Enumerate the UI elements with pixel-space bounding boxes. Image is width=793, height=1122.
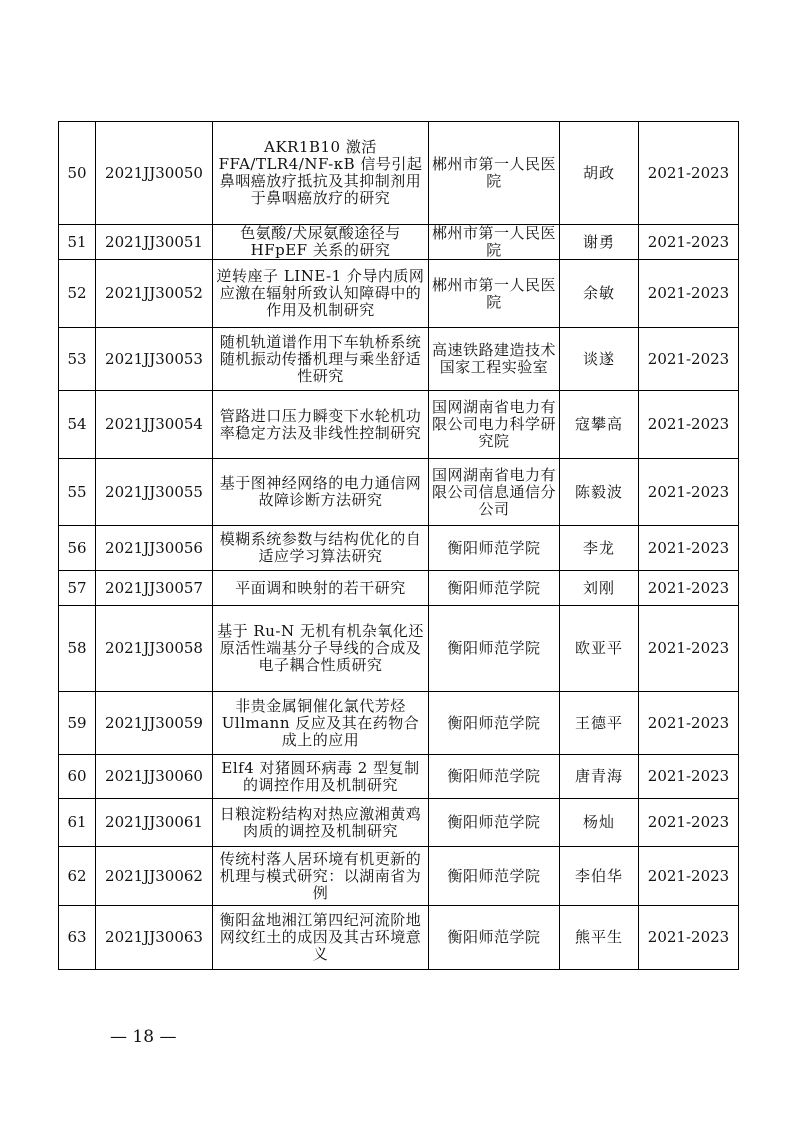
host-unit: 高速铁路建造技术国家工程实验室 (429, 328, 560, 391)
project-title: 色氨酸/犬尿氨酸途径与HFpEF 关系的研究 (213, 225, 429, 260)
table-row (59, 906, 739, 970)
table-row (59, 260, 739, 328)
project-id: 2021JJ30052 (96, 260, 213, 328)
project-period: 2021-2023 (639, 606, 739, 692)
project-leader: 谢勇 (560, 225, 639, 260)
project-leader: 李龙 (560, 526, 639, 571)
host-unit: 衡阳师范学院 (429, 755, 560, 799)
project-id: 2021JJ30050 (96, 122, 213, 225)
project-title: Elf4 对猪圆环病毒 2 型复制的调控作用及机制研究 (213, 755, 429, 799)
row-number: 59 (59, 692, 96, 755)
row-number: 54 (59, 391, 96, 459)
table-row (59, 328, 739, 391)
row-number: 62 (59, 847, 96, 906)
project-title: 基于图神经网络的电力通信网故障诊断方法研究 (213, 459, 429, 526)
project-period: 2021-2023 (639, 526, 739, 571)
project-leader: 胡政 (560, 122, 639, 225)
project-leader: 熊平生 (560, 906, 639, 970)
project-leader: 欧亚平 (560, 606, 639, 692)
project-period: 2021-2023 (639, 847, 739, 906)
project-title: 管路进口压力瞬变下水轮机功率稳定方法及非线性控制研究 (213, 391, 429, 459)
table-row (59, 571, 739, 606)
host-unit: 衡阳师范学院 (429, 799, 560, 847)
project-title: 基于 Ru-N 无机有机杂氧化还原活性端基分子导线的合成及电子耦合性质研究 (213, 606, 429, 692)
host-unit: 衡阳师范学院 (429, 526, 560, 571)
table-row (59, 459, 739, 526)
project-title: 随机轨道谱作用下车轨桥系统随机振动传播机理与乘坐舒适性研究 (213, 328, 429, 391)
host-unit: 衡阳师范学院 (429, 571, 560, 606)
table-row (59, 391, 739, 459)
host-unit: 国网湖南省电力有限公司信息通信分公司 (429, 459, 560, 526)
table-row (59, 606, 739, 692)
project-period: 2021-2023 (639, 799, 739, 847)
project-period: 2021-2023 (639, 692, 739, 755)
project-id: 2021JJ30058 (96, 606, 213, 692)
project-leader: 李伯华 (560, 847, 639, 906)
row-number: 61 (59, 799, 96, 847)
project-leader: 陈毅波 (560, 459, 639, 526)
project-id: 2021JJ30062 (96, 847, 213, 906)
project-period: 2021-2023 (639, 906, 739, 970)
host-unit: 衡阳师范学院 (429, 847, 560, 906)
project-title: 日粮淀粉结构对热应激湘黄鸡肉质的调控及机制研究 (213, 799, 429, 847)
project-leader: 寇攀高 (560, 391, 639, 459)
project-leader: 刘刚 (560, 571, 639, 606)
project-id: 2021JJ30060 (96, 755, 213, 799)
row-number: 55 (59, 459, 96, 526)
project-id: 2021JJ30056 (96, 526, 213, 571)
project-id: 2021JJ30061 (96, 799, 213, 847)
table-row (59, 847, 739, 906)
page-number: — 18 — (110, 1027, 177, 1047)
project-period: 2021-2023 (639, 225, 739, 260)
row-number: 63 (59, 906, 96, 970)
project-table (58, 121, 739, 970)
project-title: 非贵金属铜催化氯代芳烃 Ullmann 反应及其在药物合成上的应用 (213, 692, 429, 755)
row-number: 57 (59, 571, 96, 606)
project-leader: 杨灿 (560, 799, 639, 847)
table-row (59, 755, 739, 799)
table-row (59, 692, 739, 755)
project-title: 平面调和映射的若干研究 (213, 571, 429, 606)
host-unit: 郴州市第一人民医院 (429, 260, 560, 328)
project-title: 模糊系统参数与结构优化的自适应学习算法研究 (213, 526, 429, 571)
project-id: 2021JJ30059 (96, 692, 213, 755)
project-title: AKR1B10 激活FFA/TLR4/NF-κB 信号引起鼻咽癌放疗抵抗及其抑制剂用于鼻咽癌放疗的研究 (213, 122, 429, 225)
project-title: 传统村落人居环境有机更新的机理与模式研究：以湖南省为例 (213, 847, 429, 906)
host-unit: 衡阳师范学院 (429, 606, 560, 692)
host-unit: 郴州市第一人民医院 (429, 225, 560, 260)
row-number: 53 (59, 328, 96, 391)
project-table-body (59, 122, 739, 970)
table-row (59, 122, 739, 225)
project-leader: 谈遂 (560, 328, 639, 391)
table-row (59, 799, 739, 847)
project-period: 2021-2023 (639, 391, 739, 459)
row-number: 60 (59, 755, 96, 799)
host-unit: 衡阳师范学院 (429, 906, 560, 970)
project-id: 2021JJ30051 (96, 225, 213, 260)
host-unit: 衡阳师范学院 (429, 692, 560, 755)
project-leader: 王德平 (560, 692, 639, 755)
row-number: 50 (59, 122, 96, 225)
host-unit: 国网湖南省电力有限公司电力科学研究院 (429, 391, 560, 459)
project-leader: 唐青海 (560, 755, 639, 799)
project-title: 逆转座子 LINE-1 介导内质网应激在辐射所致认知障碍中的作用及机制研究 (213, 260, 429, 328)
host-unit: 郴州市第一人民医院 (429, 122, 560, 225)
row-number: 58 (59, 606, 96, 692)
project-id: 2021JJ30055 (96, 459, 213, 526)
table-row (59, 225, 739, 260)
project-period: 2021-2023 (639, 459, 739, 526)
row-number: 52 (59, 260, 96, 328)
project-period: 2021-2023 (639, 755, 739, 799)
project-period: 2021-2023 (639, 260, 739, 328)
project-period: 2021-2023 (639, 571, 739, 606)
project-title: 衡阳盆地湘江第四纪河流阶地网纹红土的成因及其古环境意义 (213, 906, 429, 970)
project-period: 2021-2023 (639, 122, 739, 225)
project-id: 2021JJ30054 (96, 391, 213, 459)
table-row (59, 526, 739, 571)
row-number: 51 (59, 225, 96, 260)
project-period: 2021-2023 (639, 328, 739, 391)
project-id: 2021JJ30053 (96, 328, 213, 391)
project-id: 2021JJ30057 (96, 571, 213, 606)
row-number: 56 (59, 526, 96, 571)
project-leader: 余敏 (560, 260, 639, 328)
project-id: 2021JJ30063 (96, 906, 213, 970)
